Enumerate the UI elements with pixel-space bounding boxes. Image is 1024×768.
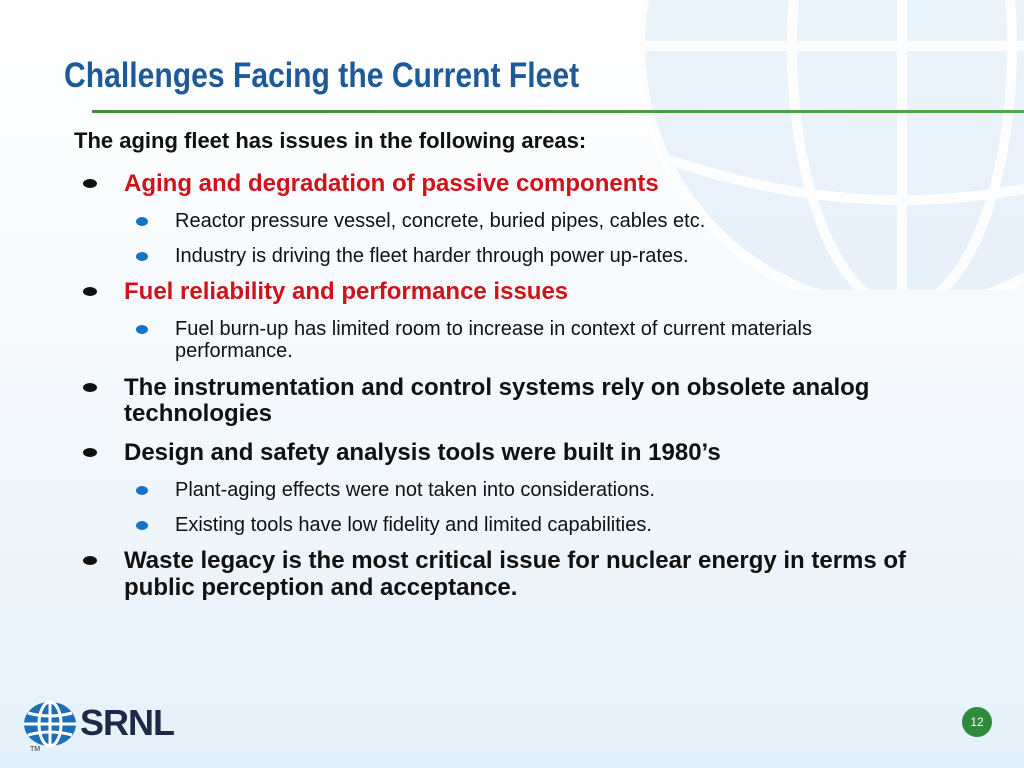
sub-bullet-2-1-text: Fuel burn-up has limited room to increase in context of current materials performance. — [175, 317, 812, 363]
sub-bullet-dot — [136, 252, 148, 261]
sub-bullet-1-2 — [74, 245, 954, 267]
bullet-dot — [83, 287, 97, 296]
intro-text: The aging fleet has issues in the following areas: — [74, 128, 587, 153]
bullet-1 — [74, 171, 954, 198]
sub-bullet-2-1 — [74, 318, 895, 363]
bullet-dot — [83, 448, 97, 457]
sub-bullet-dot — [136, 217, 148, 226]
page-number-badge: 12 — [962, 707, 992, 737]
slide-content — [74, 128, 954, 602]
sub-bullet-dot — [136, 521, 148, 530]
srnl-logo — [22, 700, 202, 750]
globe-logo-icon — [22, 700, 78, 748]
trademark-mark: TM — [30, 746, 41, 753]
slide-title: Challenges Facing the Current Fleet — [64, 56, 580, 95]
sub-bullet-1-1-text: Reactor pressure vessel, concrete, buried pipes, cables etc. — [175, 210, 706, 233]
sub-bullet-4-2-text: Existing tools have low fidelity and limited capabilities. — [175, 513, 652, 536]
bullet-4 — [74, 440, 954, 467]
bullet-2 — [74, 279, 954, 306]
bullet-3-text: The instrumentation and control systems rely on obsolete analog technologies — [124, 373, 870, 428]
bullet-4-text: Design and safety analysis tools were built in 1980’s — [124, 439, 721, 467]
bullet-3 — [74, 375, 954, 429]
sub-bullet-1-2-text: Industry is driving the fleet harder through power up-rates. — [175, 244, 689, 267]
bullet-1-text: Aging and degradation of passive components — [124, 170, 659, 198]
sub-bullet-4-1-text: Plant-aging effects were not taken into considerations. — [175, 479, 655, 502]
sub-bullet-1-1 — [74, 210, 954, 232]
bullet-5 — [74, 548, 954, 602]
bullet-dot — [83, 179, 97, 188]
logo-text: SRNL — [80, 702, 174, 743]
bullet-dot — [83, 383, 97, 392]
title-divider — [92, 110, 1024, 113]
sub-bullet-4-1 — [74, 479, 954, 501]
bullet-2-text: Fuel reliability and performance issues — [124, 277, 569, 305]
bullet-5-text: Waste legacy is the most critical issue for nuclear energy in terms of public perception and acceptance. — [124, 547, 907, 601]
bullet-dot — [83, 556, 97, 565]
sub-bullet-dot — [136, 486, 148, 495]
sub-bullet-dot — [136, 325, 148, 334]
sub-bullet-4-2 — [74, 514, 954, 536]
